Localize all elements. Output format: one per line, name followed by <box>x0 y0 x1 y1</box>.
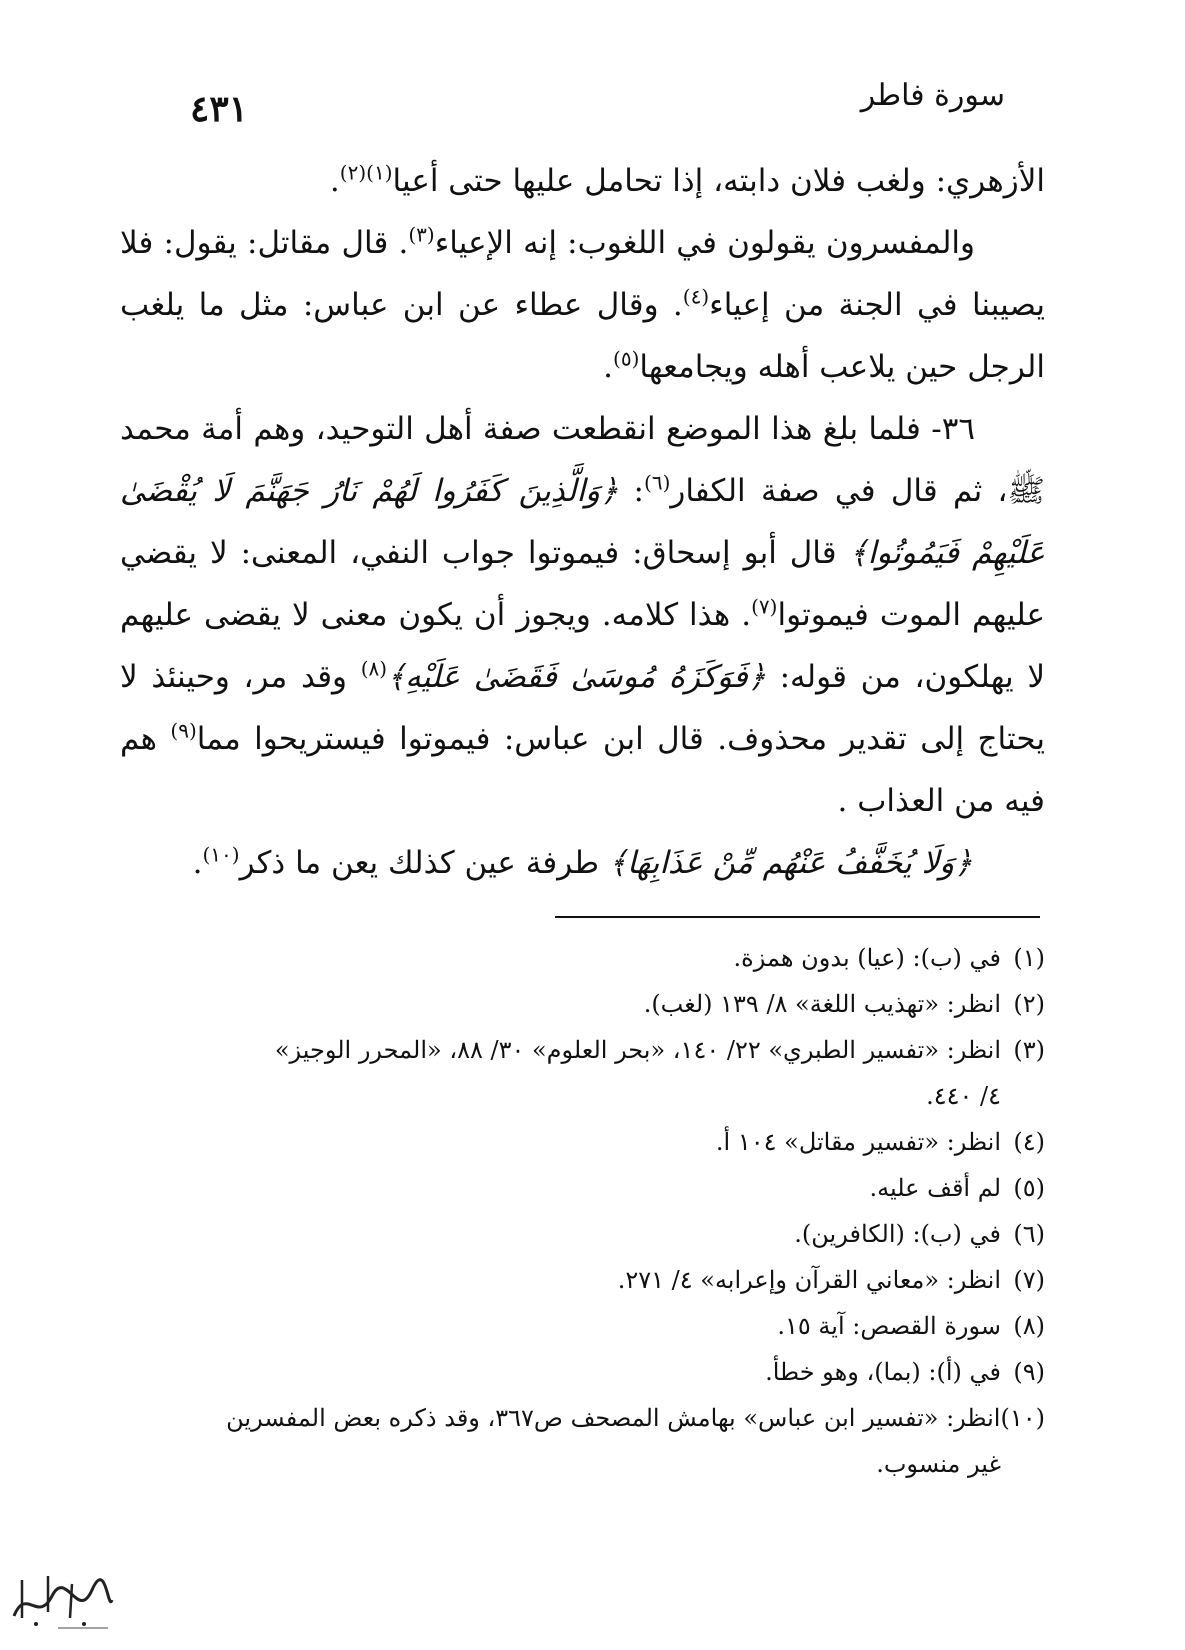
footnote-ref: (٨) <box>360 656 388 681</box>
page-header <box>190 78 1005 128</box>
footnote: (٥)لم أقف عليه. <box>118 1165 1045 1211</box>
footnote-number: (٤) <box>1013 1128 1045 1156</box>
footnote-ref: (١)(٢) <box>339 160 393 185</box>
page-number: ٤٣١ <box>190 88 249 130</box>
footnote: (٢)انظر: «تهذيب اللغة» ٨/ ١٣٩ (لغب). <box>118 981 1045 1027</box>
paragraph-3: ٣٦- فلما بلغ هذا الموضع انقطعت صفة أهل التوحيد، وهم أمة محمد ﷺ، ثم قال في صفة الكفار$^{(٦)}$: ﴿وَالَّذِينَ كَفَرُوا لَهُمْ نَارُ جَهَنَّمَ لَا يُقْضَىٰ عَلَيْهِمْ فَيَمُوتُوا﴾ قال أبو إسحاق: فيموتوا جواب النفي، المعنى: لا يقضي عليهم الموت فيموتوا$^{(٧)}$. هذا كلامه. ويجوز أن يكون معنى لا يقضى عليهم لا يهلكون، من قوله: ﴿فَوَكَزَهُ مُوسَىٰ فَقَضَىٰ عَلَيْهِ﴾$^{(٨)}$ وقد مر، وحينئذ لا يحتاج إلى تقدير محذوف. قال ابن عباس: فيموتوا فيستريحوا مما$^{(٩)}$ هم فيه من العذاب . <box>120 411 1046 819</box>
footnote: (١)في (ب): (عيا) بدون همزة. <box>118 935 1045 981</box>
paragraph-1: الأزهري: ولغب فلان دابته، إذا تحامل عليها حتى أعيا$^{(١)(٢)}$. <box>329 160 1045 199</box>
stamp-graphic <box>8 1566 118 1632</box>
footnote: (٤)انظر: «تفسير مقاتل» ١٠٤ أ. <box>118 1119 1045 1165</box>
footnote-separator <box>555 916 1040 918</box>
footnote-ref: (٥) <box>613 346 640 371</box>
footnote-number: (٩) <box>1013 1358 1045 1386</box>
footnote-continuation: ٤/ ٤٤٠. <box>926 1082 1001 1110</box>
footnote: (٩)في (أ): (بما)، وهو خطأ. <box>118 1349 1045 1395</box>
quran-verse: ﴿فَوَكَزَهُ مُوسَىٰ فَقَضَىٰ عَلَيْهِ﴾ <box>387 659 766 695</box>
calligraphy-stamp-logo <box>8 1566 118 1632</box>
footnote-number: (٣) <box>1013 1036 1045 1064</box>
footnote-number: (٨) <box>1013 1312 1045 1340</box>
footnote: (١٠)انظر: «تفسير ابن عباس» بهامش المصحف ص٣٦٧، وقد ذكره بعض المفسرين <box>118 1395 1045 1441</box>
footnote-number: (٧) <box>1013 1266 1045 1294</box>
footnote-number: (١٠) <box>1000 1404 1045 1432</box>
paragraph-4: ﴿وَلَا يُخَفَّفُ عَنْهُم مِّنْ عَذَابِهَا﴾ طرفة عين كذلك يعن ما ذكر$^{(١٠)}$. <box>192 842 973 881</box>
paragraph-2: والمفسرون يقولون في اللغوب: إنه الإعياء$^{(٣)}$. قال مقاتل: يقول: فلا يصيبنا في الجنة من إعياء$^{(٤)}$. وقال عطاء عن ابن عباس: مثل ما يلغب الرجل حين يلاعب أهله ويجامعها$^{(٥)}$. <box>120 222 1046 385</box>
footnote-number: (١) <box>1013 944 1045 972</box>
main-text <box>120 150 1045 894</box>
footnote: (٧)انظر: «معاني القرآن وإعرابه» ٤/ ٢٧١. <box>118 1257 1045 1303</box>
stamp-stroke <box>22 1576 72 1618</box>
footnote-number: (٦) <box>1013 1220 1045 1248</box>
stamp-dot <box>82 1622 86 1626</box>
stamp-stroke <box>14 1580 112 1616</box>
footnote-ref: (٣) <box>408 222 435 247</box>
footnote-ref: (٦) <box>644 470 671 495</box>
quran-verse: ﴿وَالَّذِينَ كَفَرُوا لَهُمْ نَارُ جَهَنَّمَ لَا يُقْضَىٰ عَلَيْهِمْ فَيَمُوتُوا﴾ <box>120 473 1045 571</box>
footnote: (٨)سورة القصص: آية ١٥. <box>118 1303 1045 1349</box>
footnote-continuation: غير منسوب. <box>876 1450 1001 1478</box>
stamp-dot <box>34 1622 38 1626</box>
footnote-ref: (١٠) <box>202 842 240 867</box>
quran-verse: ﴿وَلَا يُخَفَّفُ عَنْهُم مِّنْ عَذَابِهَا﴾ <box>608 845 973 881</box>
footnote-ref: (٩) <box>170 718 197 743</box>
surah-name: سورة فاطر <box>860 78 1005 113</box>
footnote-number: (٢) <box>1013 990 1045 1018</box>
footnote-ref: (٧) <box>751 594 778 619</box>
footnote-number: (٥) <box>1013 1174 1045 1202</box>
footnote: (٦)في (ب): (الكافرين). <box>118 1211 1045 1257</box>
footnote-ref: (٤) <box>682 284 710 309</box>
footnote: (٣)انظر: «تفسير الطبري» ٢٢/ ١٤٠، «بحر العلوم» ٣٠/ ٨٨، «المحرر الوجيز» <box>118 1027 1045 1073</box>
footnotes <box>118 935 1045 1487</box>
